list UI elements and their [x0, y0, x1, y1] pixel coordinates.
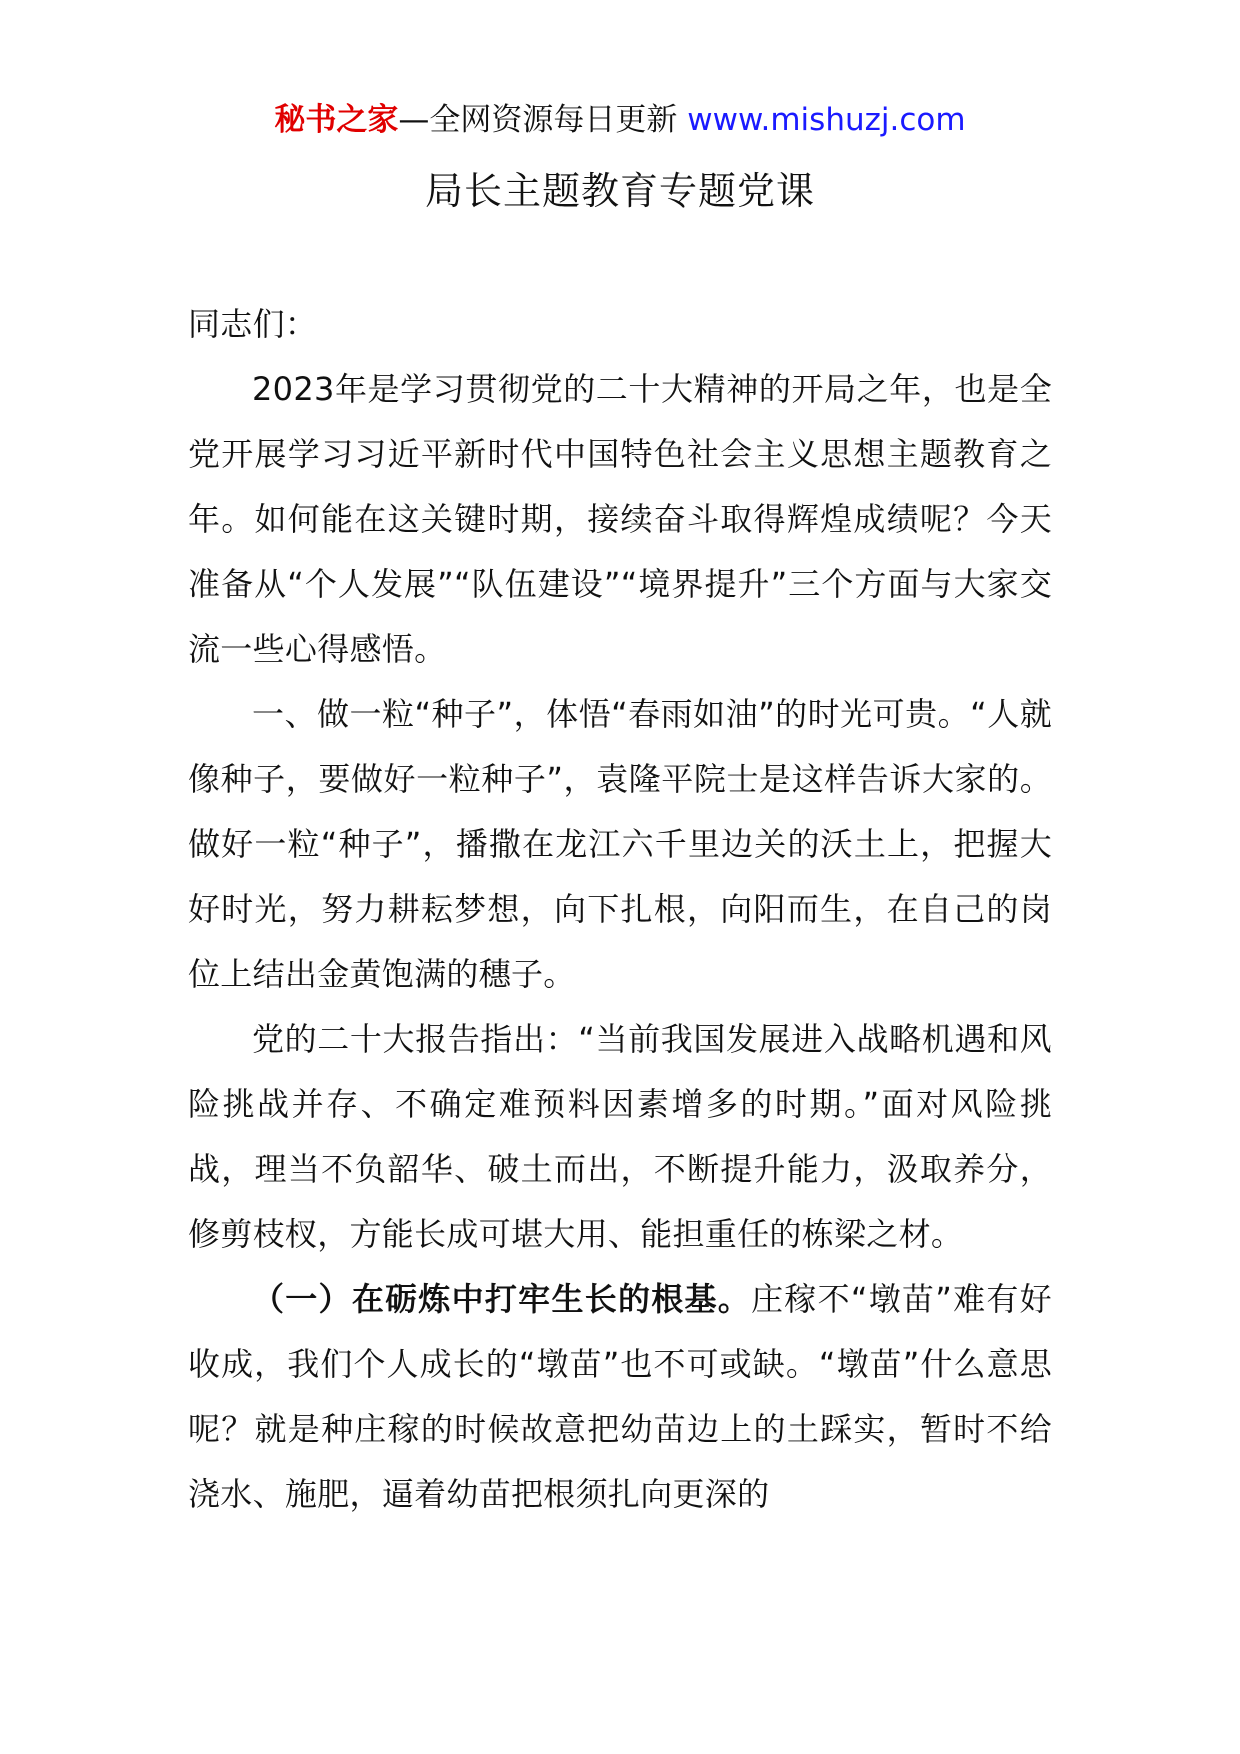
site-url-link[interactable]: www.mishuzj.com [687, 102, 966, 138]
site-banner [0, 100, 1240, 140]
paragraph-report-quote: 党的二十大报告指出：“当前我国发展进入战略机遇和风险挑战并存、不确定难预料因素增多的时期。”面对风险挑战，理当不负韶华、破土而出，不断提升能力，汲取养分，修剪枝杈，方能长成可堪大用、能担重任的栋梁之材。 [188, 1020, 1052, 1253]
paragraph-intro: 2023年是学习贯彻党的二十大精神的开局之年，也是全党开展学习习近平新时代中国特色社会主义思想主题教育之年。如何能在这关键时期，接续奋斗取得辉煌成绩呢？今天准备从“个人发展”“队伍建设”“境界提升”三个方面与大家交流一些心得感悟。 [188, 370, 1052, 668]
document-title: 局长主题教育专题党课 [424, 169, 815, 213]
banner-slogan: —全网资源每日更新 [398, 102, 688, 138]
subsection-text: 庄稼不“墩苗”难有好收成，我们个人成长的“墩苗”也不可或缺。“墩苗”什么意思呢？就是种庄稼的时候故意把幼苗边上的土踩实，暂时不给浇水、施肥，逼着幼苗把根须扎向更深的 [188, 1280, 1052, 1513]
paragraph-subsection-one [188, 1267, 1052, 1527]
brand-name: 秘书之家 [274, 102, 399, 138]
subsection-heading: （一）在砺炼中打牢生长的根基。 [252, 1280, 752, 1318]
paragraph-section-one: 一、做一粒“种子”，体悟“春雨如油”的时光可贵。“人就像种子，要做好一粒种子”，袁隆平院士是这样告诉大家的。做好一粒“种子”，播撒在龙江六千里边关的沃土上，把握大好时光，努力耕耘梦想，向下扎根，向阳而生，在自己的岗位上结出金黄饱满的穗子。 [188, 695, 1052, 993]
salutation: 同志们： [188, 305, 318, 343]
document-body [188, 292, 1052, 1527]
